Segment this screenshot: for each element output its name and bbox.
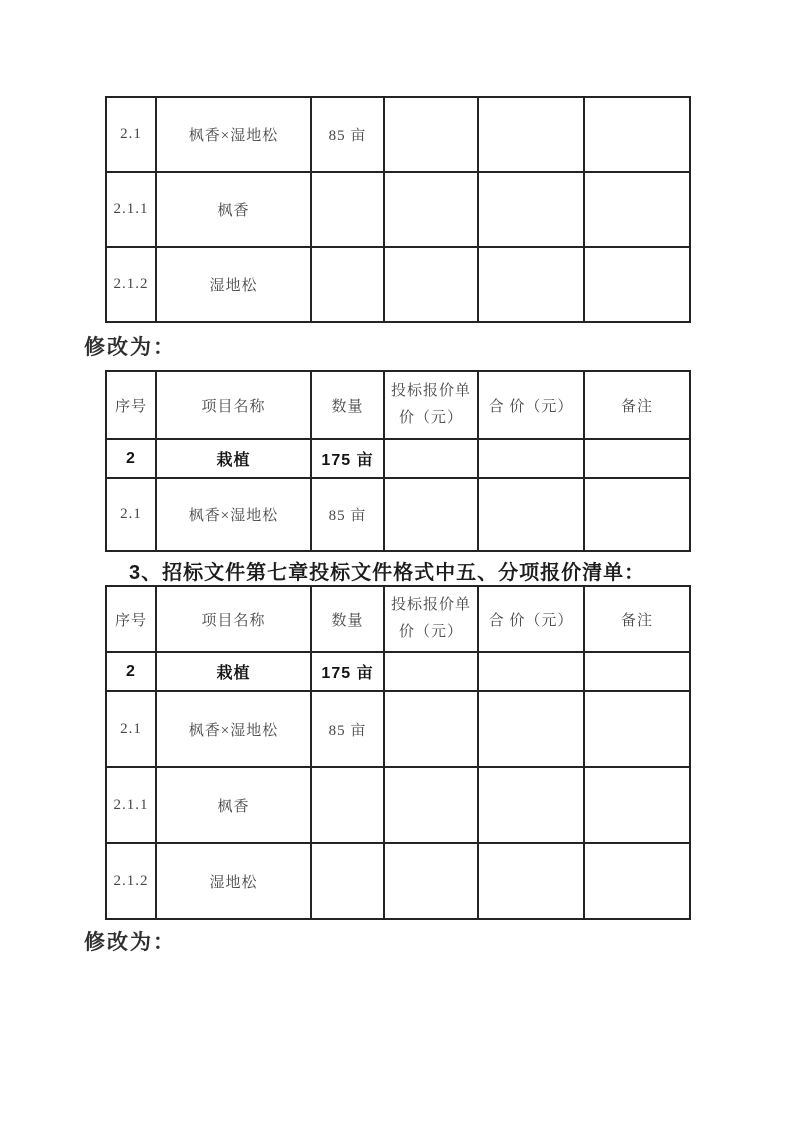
table-row [106, 97, 690, 172]
cell-seq: 2.1.1 [106, 172, 156, 247]
revised-table [105, 370, 691, 552]
header-remark: 备注 [584, 586, 690, 652]
cell-quantity: 175 亩 [311, 652, 384, 691]
cell-seq: 2 [106, 652, 156, 691]
cell-seq: 2.1.2 [106, 247, 156, 322]
cell-seq: 2.1 [106, 478, 156, 551]
cell-remark [584, 172, 690, 247]
cell-remark [584, 247, 690, 322]
cell-remark [584, 843, 690, 919]
cell-seq: 2.1.2 [106, 843, 156, 919]
cell-unit-price [384, 652, 478, 691]
cell-item-name: 湿地松 [156, 843, 311, 919]
table-row [106, 439, 690, 478]
header-total-price: 合 价（元） [478, 371, 584, 439]
cell-item-name: 栽植 [156, 652, 311, 691]
header-total-price: 合 价（元） [478, 586, 584, 652]
header-unit-price [384, 586, 478, 652]
cell-quantity [311, 247, 384, 322]
cell-total-price [478, 247, 584, 322]
table-header-row [106, 371, 690, 439]
header-seq: 序号 [106, 586, 156, 652]
header-remark: 备注 [584, 371, 690, 439]
cell-total-price [478, 652, 584, 691]
cell-item-name: 枫香 [156, 172, 311, 247]
cell-quantity: 85 亩 [311, 691, 384, 767]
table-header-row [106, 586, 690, 652]
cell-total-price [478, 172, 584, 247]
cell-unit-price [384, 439, 478, 478]
continuation-table [105, 96, 691, 323]
table-row [106, 247, 690, 322]
modify-note-1: 修改为： [84, 335, 176, 359]
cell-seq: 2.1 [106, 691, 156, 767]
cell-remark [584, 691, 690, 767]
header-unit-price [384, 371, 478, 439]
cell-quantity [311, 172, 384, 247]
header-unit-price-line1: 投标报价单 [390, 597, 471, 613]
cell-item-name: 枫香 [156, 767, 311, 843]
section-3-heading: 3、招标文件第七章投标文件格式中五、分项报价清单： [129, 562, 646, 584]
cell-item-name: 湿地松 [156, 247, 311, 322]
cell-quantity [311, 843, 384, 919]
cell-total-price [478, 439, 584, 478]
cell-unit-price [384, 97, 478, 172]
table-row [106, 652, 690, 691]
cell-quantity: 85 亩 [311, 478, 384, 551]
table-row [106, 691, 690, 767]
header-unit-price-line2: 价（元） [398, 410, 463, 426]
cell-remark [584, 652, 690, 691]
cell-seq: 2 [106, 439, 156, 478]
table-row [106, 172, 690, 247]
cell-item-name: 栽植 [156, 439, 311, 478]
modify-note-2: 修改为： [84, 930, 176, 954]
table-row [106, 843, 690, 919]
cell-unit-price [384, 478, 478, 551]
cell-remark [584, 478, 690, 551]
cell-unit-price [384, 843, 478, 919]
header-item-name: 项目名称 [156, 371, 311, 439]
header-quantity: 数量 [311, 371, 384, 439]
cell-unit-price [384, 172, 478, 247]
cell-unit-price [384, 767, 478, 843]
cell-seq: 2.1.1 [106, 767, 156, 843]
cell-total-price [478, 691, 584, 767]
cell-unit-price [384, 691, 478, 767]
cell-seq: 2.1 [106, 97, 156, 172]
section3-table [105, 585, 691, 920]
cell-quantity: 175 亩 [311, 439, 384, 478]
cell-total-price [478, 843, 584, 919]
cell-quantity: 85 亩 [311, 97, 384, 172]
cell-total-price [478, 478, 584, 551]
cell-total-price [478, 97, 584, 172]
cell-total-price [478, 767, 584, 843]
table-row [106, 767, 690, 843]
header-quantity: 数量 [311, 586, 384, 652]
header-seq: 序号 [106, 371, 156, 439]
cell-quantity [311, 767, 384, 843]
cell-remark [584, 439, 690, 478]
header-unit-price-line2: 价（元） [398, 624, 463, 640]
table-row [106, 478, 690, 551]
cell-item-name: 枫香×湿地松 [156, 478, 311, 551]
header-item-name: 项目名称 [156, 586, 311, 652]
cell-remark [584, 767, 690, 843]
cell-item-name: 枫香×湿地松 [156, 97, 311, 172]
cell-unit-price [384, 247, 478, 322]
cell-remark [584, 97, 690, 172]
header-unit-price-line1: 投标报价单 [390, 383, 471, 399]
cell-item-name: 枫香×湿地松 [156, 691, 311, 767]
